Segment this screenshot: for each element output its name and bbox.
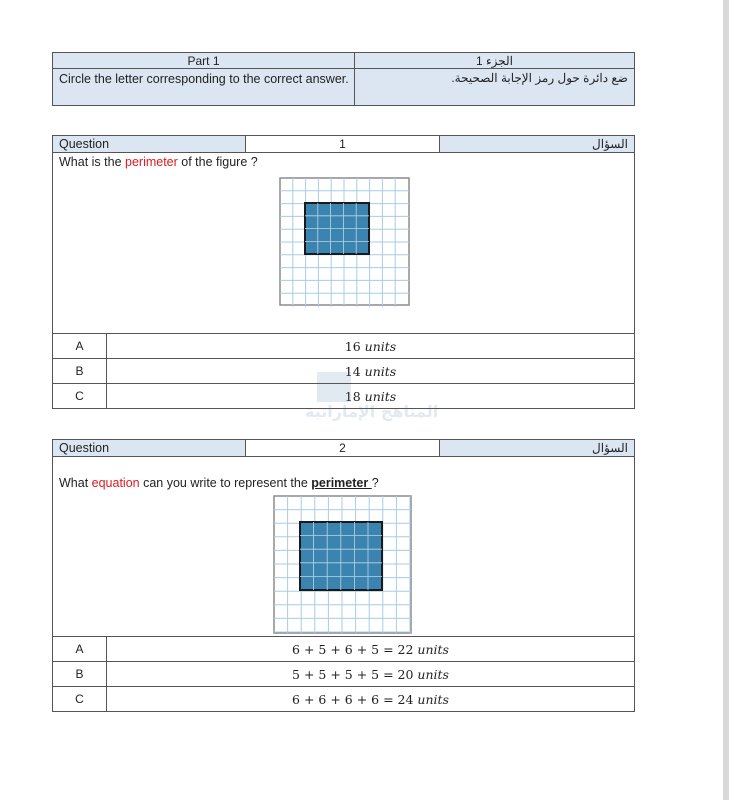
question-2-table bbox=[52, 439, 635, 712]
question-1-number: 1 bbox=[246, 136, 440, 153]
option-a-letter[interactable]: A bbox=[53, 637, 107, 662]
option-b-letter[interactable]: B bbox=[53, 359, 107, 384]
grid-figure-2 bbox=[273, 495, 413, 635]
option-c-letter[interactable]: C bbox=[53, 687, 107, 712]
option-b-letter[interactable]: B bbox=[53, 662, 107, 687]
question-1-body bbox=[53, 153, 635, 334]
watermark-text: المناهج الإماراتية bbox=[305, 402, 439, 421]
option-c-answer[interactable]: 6 + 6 + 6 + 6 = 24 units bbox=[107, 687, 635, 712]
question-2-body bbox=[53, 457, 635, 637]
grid-figure-1 bbox=[279, 177, 411, 307]
part-label-ar: الجزء 1 bbox=[355, 53, 635, 69]
question-1-label-ar: السؤال bbox=[440, 136, 635, 153]
question-2-number: 2 bbox=[246, 440, 440, 457]
option-a-answer[interactable]: 16 units bbox=[107, 334, 635, 359]
option-c-letter[interactable]: C bbox=[53, 384, 107, 409]
question-2-label: Question bbox=[53, 440, 246, 457]
option-c-answer[interactable]: 18 units bbox=[107, 384, 635, 409]
option-a-letter[interactable]: A bbox=[53, 334, 107, 359]
instruction-en: Circle the letter corresponding to the correct answer. bbox=[53, 69, 355, 106]
question-1-table bbox=[52, 135, 635, 409]
page-edge bbox=[723, 0, 729, 800]
instruction-ar: ضع دائرة حول رمز الإجابة الصحيحة. bbox=[355, 69, 635, 106]
question-2-prompt: What equation can you write to represent the perimeter ? bbox=[59, 476, 379, 490]
watermark-logo-icon bbox=[317, 372, 351, 402]
question-1-prompt: What is the perimeter of the figure ? bbox=[59, 155, 258, 169]
option-b-answer[interactable]: 14 units bbox=[107, 359, 635, 384]
part-header-table bbox=[52, 52, 635, 106]
option-b-answer[interactable]: 5 + 5 + 5 + 5 = 20 units bbox=[107, 662, 635, 687]
part-label-en: Part 1 bbox=[53, 53, 355, 69]
question-1-label: Question bbox=[53, 136, 246, 153]
option-a-answer[interactable]: 6 + 5 + 6 + 5 = 22 units bbox=[107, 637, 635, 662]
watermark bbox=[305, 372, 438, 421]
question-2-label-ar: السؤال bbox=[440, 440, 635, 457]
